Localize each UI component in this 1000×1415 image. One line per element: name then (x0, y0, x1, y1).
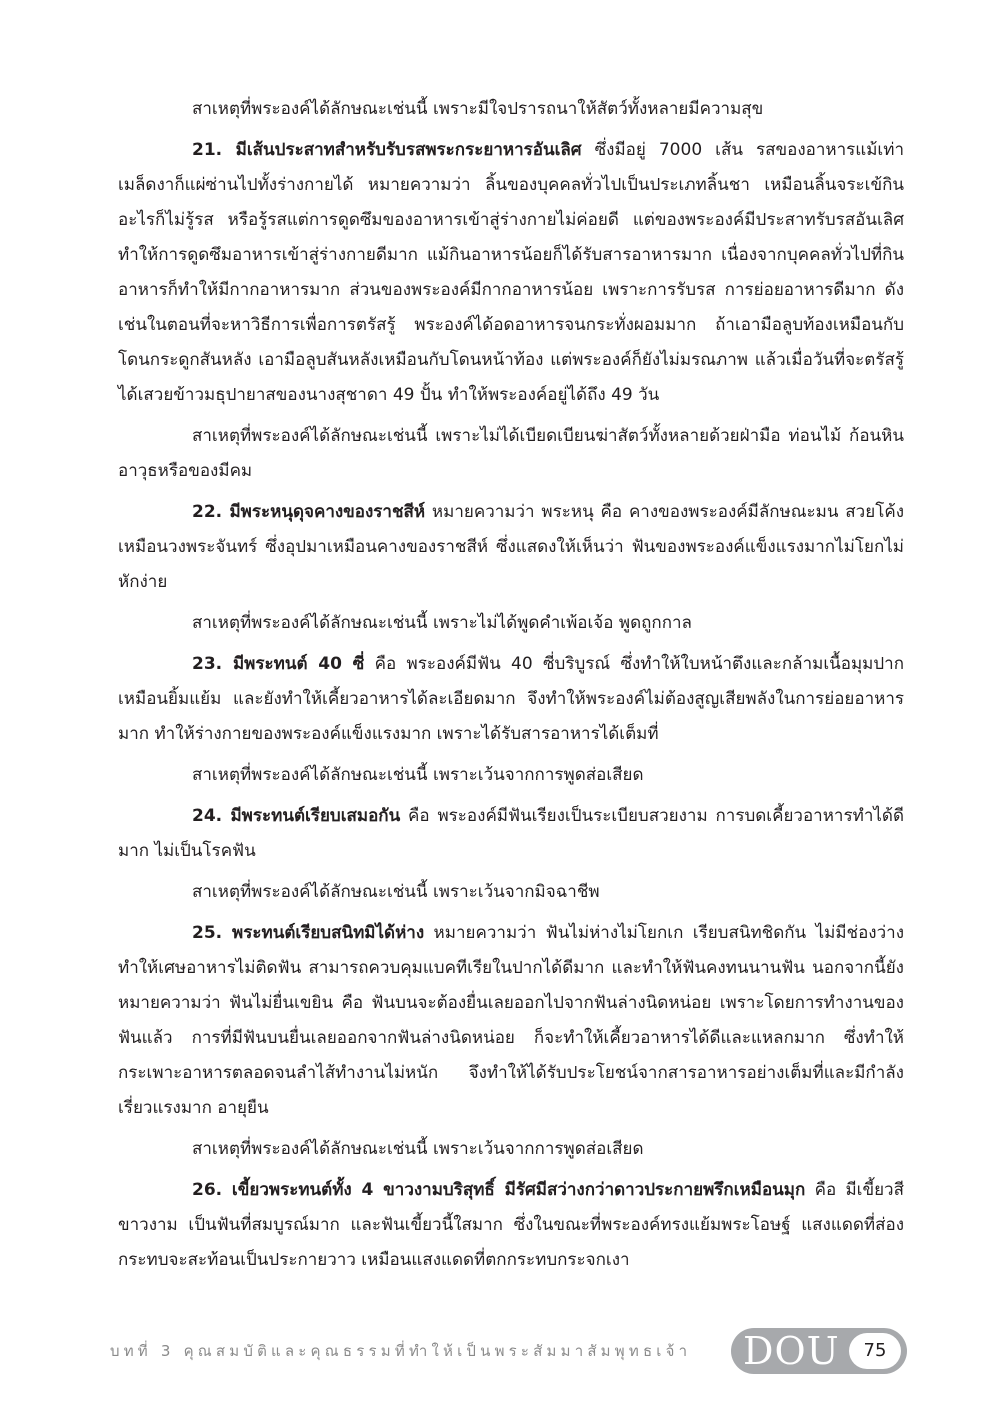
paragraph-2-heading: 21. มีเส้นประสาทสำหรับรับรสพระกระยาหารอันเลิศ (192, 140, 582, 160)
paragraph-6 (118, 647, 904, 752)
paragraph-10 (118, 916, 904, 1126)
paragraph-3-text: สาเหตุที่พระองค์ได้ลักษณะเช่นนี้ เพราะไม่ได้เบียดเบียนฆ่าสัตว์ทั้งหลายด้วยฝ่ามือ ท่อนไม้ ก้อนหินอาวุธหรือของมีคม (118, 426, 904, 481)
paragraph-7-text: สาเหตุที่พระองค์ได้ลักษณะเช่นนี้ เพราะเว้นจากการพูดส่อเสียด (192, 765, 644, 785)
page-number: 75 (849, 1333, 901, 1369)
paragraph-8 (118, 799, 904, 869)
paragraph-4-heading: 22. มีพระหนุดุจคางของราชสีห์ (192, 502, 426, 522)
page-footer (110, 1328, 910, 1374)
paragraph-3 (118, 419, 904, 489)
paragraph-8-text: คือ พระองค์มีฟันเรียงเป็นระเบียบสวยงาม การบดเคี้ยวอาหารทำได้ดีมาก ไม่เป็นโรคฟัน (118, 806, 904, 861)
paragraph-6-heading: 23. มีพระทนต์ 40 ซี่ (192, 654, 365, 674)
paragraph-2-text: ซึ่งมีอยู่ 7000 เส้น รสของอาหารแม้เท่าเมล็ดงาก็แผ่ซ่านไปทั้งร่างกายได้ หมายความว่า ลิ้นของบุคคลทั่วไปเป็นประเภทลิ้นชา เหมือนลิ้นจระเข้กินอะไรก็ไม่รู้รส หรือรู้รสแต่การดูดซึมของอาหารเข้าสู่ร่างกายไม่ค่อยดี แต่ของพระองค์มีประสาทรับรสอันเลิศ ทำให้การดูดซึมอาหารเข้าสู่ร่างกายดีมาก แม้กินอาหารน้อยก็ได้รับสารอาหารมาก เนื่องจากบุคคลทั่วไปที่กินอาหารก็ทำให้มีกากอาหารมาก ส่วนของพระองค์มีกากอาหารน้อย เพราะการรับรส การย่อยอาหารดีมาก ดังเช่นในตอนที่จะหาวิธีการเพื่อการตรัสรู้ พระองค์ได้อดอาหารจนกระทั่งผอมมาก ถ้าเอามือลูบท้องเหมือนกับโดนกระดูกสันหลัง เอามือลูบสันหลังเหมือนกับโดนหน้าท้อง แต่พระองค์ก็ยังไม่มรณภาพ แล้วเมื่อวันที่จะตรัสรู้ได้เสวยข้าวมธุปายาสของนางสุชาดา 49 ปั้น ทำให้พระองค์อยู่ได้ถึง 49 วัน (118, 140, 904, 405)
page-body (118, 92, 904, 1278)
paragraph-7 (118, 758, 904, 793)
paragraph-12-heading: 26. เขี้ยวพระทนต์ทั้ง 4 ขาวงามบริสุทธิ์ มีรัศมีสว่างกว่าดาวประกายพรึกเหมือนมุก (192, 1180, 806, 1200)
paragraph-10-text: หมายความว่า ฟันไม่ห่างไม่โยกเก เรียบสนิทชิดกัน ไม่มีช่องว่างทำให้เศษอาหารไม่ติดฟัน สามารถควบคุมแบคทีเรียในปากได้ดีมาก และทำให้ฟันคงทนนานฟัน นอกจากนี้ยังหมายความว่า ฟันไม่ยื่นเขยิน คือ ฟันบนจะต้องยื่นเลยออกไปจากฟันล่างนิดหน่อย เพราะโดยการทำงานของฟันแล้ว การที่มีฟันบนยื่นเลยออกจากฟันล่างนิดหน่อย ก็จะทำให้เคี้ยวอาหารได้ดีและแหลกมาก ซึ่งทำให้กระเพาะอาหารตลอดจนลำไส้ทำงานไม่หนัก จึงทำให้ได้รับประโยชน์จากสารอาหารอย่างเต็มที่และมีกำลังเรี่ยวแรงมาก อายุยืน (118, 923, 904, 1118)
paragraph-5-text: สาเหตุที่พระองค์ได้ลักษณะเช่นนี้ เพราะไม่ได้พูดคำเพ้อเจ้อ พูดถูกกาล (192, 613, 692, 633)
paragraph-1 (118, 92, 904, 127)
paragraph-11 (118, 1132, 904, 1167)
paragraph-2 (118, 133, 904, 413)
paragraph-12-text: คือ มีเขี้ยวสีขาวงาม เป็นฟันที่สมบูรณ์มาก และฟันเขี้ยวนี้ใสมาก ซึ่งในขณะที่พระองค์ทรงแย้มพระโอษฐ์ แสงแดดที่ส่องกระทบจะสะท้อนเป็นประกายวาว เหมือนแสงแดดที่ตกกระทบกระจกเงา (118, 1180, 904, 1270)
paragraph-6-text: คือ พระองค์มีฟัน 40 ซี่บริบูรณ์ ซึ่งทำให้ใบหน้าตึงและกล้ามเนื้อมุมปากเหมือนยิ้มแย้ม และยังทำให้เคี้ยวอาหารได้ละเอียดมาก จึงทำให้พระองค์ไม่ต้องสูญเสียพลังในการย่อยอาหารมาก ทำให้ร่างกายของพระองค์แข็งแรงมาก เพราะได้รับสารอาหารได้เต็มที่ (118, 654, 905, 744)
paragraph-11-text: สาเหตุที่พระองค์ได้ลักษณะเช่นนี้ เพราะเว้นจากการพูดส่อเสียด (192, 1139, 644, 1159)
paragraph-4-text: หมายความว่า พระหนุ คือ คางของพระองค์มีลักษณะมน สวยโค้งเหมือนวงพระจันทร์ ซึ่งอุปมาเหมือนคางของราชสีห์ ซึ่งแสดงให้เห็นว่า ฟันของพระองค์แข็งแรงมากไม่โยกไม่หักง่าย (118, 502, 904, 592)
paragraph-4 (118, 495, 904, 600)
paragraph-8-heading: 24. มีพระทนต์เรียบเสมอกัน (192, 806, 401, 826)
paragraph-10-heading: 25. พระทนต์เรียบสนิทมิได้ห่าง (192, 923, 425, 943)
dou-logo: DOU (743, 1329, 840, 1373)
paragraph-9 (118, 875, 904, 910)
paragraph-12 (118, 1173, 904, 1278)
paragraph-9-text: สาเหตุที่พระองค์ได้ลักษณะเช่นนี้ เพราะเว้นจากมิจฉาชีพ (192, 882, 600, 902)
chapter-title: บทที่ 3 คุณสมบัติและคุณธรรมที่ทำให้เป็นพระสัมมาสัมพุทธเจ้า (110, 1342, 692, 1360)
footer-badge (731, 1328, 907, 1374)
paragraph-5 (118, 606, 904, 641)
paragraph-1-text: สาเหตุที่พระองค์ได้ลักษณะเช่นนี้ เพราะมีใจปรารถนาให้สัตว์ทั้งหลายมีความสุข (192, 99, 764, 119)
